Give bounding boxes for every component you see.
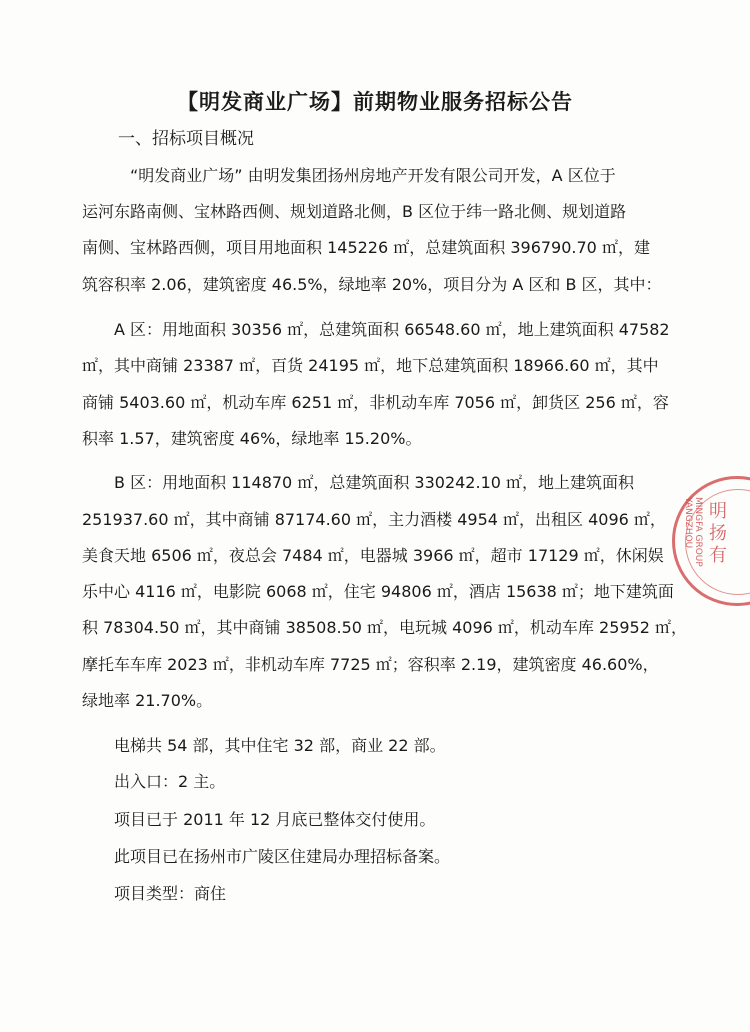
paragraph-line: 出入口：2 主。: [114, 772, 226, 791]
paragraph-line: “明发商业广场” 由明发集团扬州房地产开发有限公司开发，A 区位于: [130, 166, 616, 185]
paragraph-line: 南侧、宝林路西侧，项目用地面积 145226 ㎡，总建筑面积 396790.70 ㎡，建: [82, 238, 650, 257]
paragraph-line: 电梯共 54 部，其中住宅 32 部，商业 22 部。: [114, 736, 446, 755]
document-title: 【明发商业广场】前期物业服务招标公告: [177, 90, 573, 114]
paragraph-line: 运河东路南侧、宝林路西侧、规划道路北侧，B 区位于纬一路北侧、规划道路: [82, 202, 627, 221]
paragraph-line: 商铺 5403.60 ㎡，机动车库 6251 ㎡，非机动车库 7056 ㎡，卸货区 256 ㎡，容: [82, 393, 669, 412]
paragraph-line: 项目类型：商住: [114, 884, 227, 903]
paragraph-line: 项目已于 2011 年 12 月底已整体交付使用。: [114, 810, 436, 829]
paragraph-line: 乐中心 4116 ㎡，电影院 6068 ㎡，住宅 94806 ㎡，酒店 15638 ㎡；地下建筑面: [82, 582, 674, 601]
paragraph-line: 此项目已在扬州市广陵区住建局办理招标备案。: [114, 847, 451, 866]
seal-ring-text: MINGFA GROUP YANGZHOU: [683, 497, 703, 567]
paragraph-line: 积率 1.57，建筑密度 46%，绿地率 15.20%。: [82, 429, 422, 448]
paragraph-line: B 区：用地面积 114870 ㎡，总建筑面积 330242.10 ㎡，地上建筑面积: [114, 473, 635, 492]
paragraph-line: 积 78304.50 ㎡，其中商铺 38508.50 ㎡，电玩城 4096 ㎡，机动车库 25952 ㎡，: [82, 618, 687, 637]
paragraph-line: 摩托车车库 2023 ㎡，非机动车库 7725 ㎡；容积率 2.19，建筑密度 46.60%，: [82, 655, 659, 674]
seal-center-text: 明扬有: [709, 501, 727, 566]
company-seal-stamp: [672, 476, 750, 606]
paragraph-line: 251937.60 ㎡，其中商铺 87174.60 ㎡，主力酒楼 4954 ㎡，出租区 4096 ㎡，: [82, 510, 666, 529]
paragraph-line: ㎡，其中商铺 23387 ㎡，百货 24195 ㎡，地下总建筑面积 18966.60 ㎡，其中: [82, 356, 659, 375]
paragraph-line: 美食天地 6506 ㎡，夜总会 7484 ㎡，电器城 3966 ㎡，超市 17129 ㎡，休闲娱: [82, 546, 664, 565]
paragraph-line: A 区：用地面积 30356 ㎡，总建筑面积 66548.60 ㎡，地上建筑面积 47582: [114, 320, 670, 339]
paragraph-line: 筑容积率 2.06，建筑密度 46.5%，绿地率 20%，项目分为 A 区和 B 区，其中：: [82, 275, 662, 294]
section-heading-project-overview: 一、招标项目概况: [118, 129, 254, 149]
paragraph-line: 绿地率 21.70%。: [82, 691, 213, 710]
